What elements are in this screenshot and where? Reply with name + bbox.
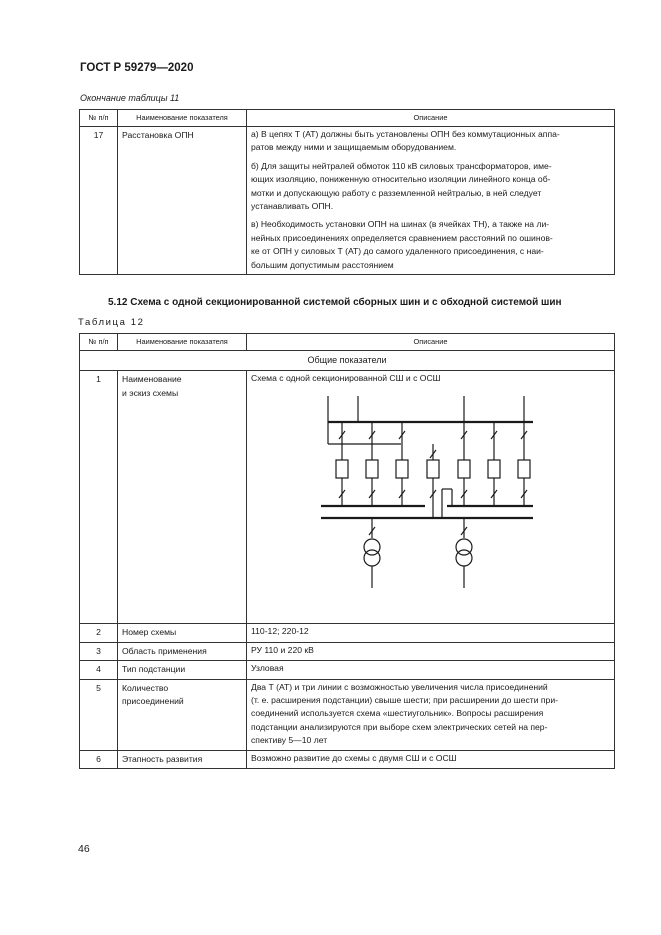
table-row — [80, 679, 615, 750]
row-num: 3 — [80, 642, 118, 660]
text-line: и эскиз схемы — [122, 387, 179, 398]
paragraph-c — [251, 218, 611, 272]
bay-7 — [518, 422, 530, 506]
row-description: 110-12; 220-12 — [247, 624, 615, 642]
column-header-name: Наименование показателя — [118, 110, 247, 127]
row-name: Область применения — [118, 642, 247, 660]
paragraph-a — [251, 128, 611, 155]
table11-header-row — [80, 110, 615, 127]
table-row — [80, 642, 615, 660]
row-name — [118, 371, 247, 624]
column-header-num: № п/п — [80, 110, 118, 127]
text-line: соединений используется схема «шестиугольник». Вопросы расширения — [251, 708, 544, 719]
bay-1 — [336, 422, 348, 506]
text-line: ке от ОПН у силовых Т (АТ) до самого удаленного присоединения, с наи- — [251, 246, 544, 257]
table-11 — [79, 109, 615, 275]
general-indicators-subheader: Общие показатели — [80, 351, 615, 371]
text-line: ратов между ними и защищаемым оборудованием. — [251, 142, 457, 153]
row-description — [247, 679, 615, 750]
bay-5 — [458, 422, 470, 506]
section-title: 5.12 Схема с одной секционированной системой сборных шин и с обходной системой шин — [108, 297, 562, 308]
text-line: Схема с одной секционированной СШ и с ОСШ — [251, 373, 441, 384]
text-line: мотки и допускающую работу с разземленной нейтралью, в ней следует — [251, 187, 542, 198]
row-num: 1 — [80, 371, 118, 624]
text-line: б) Для защиты нейтралей обмоток 110 кВ силовых трансформаторов, име- — [251, 160, 552, 171]
page-number: 46 — [78, 843, 90, 855]
text-line: а) В цепях Т (АТ) должны быть установлены ОПН без коммутационных аппа- — [251, 129, 560, 139]
bay-3 — [396, 422, 408, 506]
bay-4 — [427, 444, 439, 518]
row-name — [118, 679, 247, 750]
substation-scheme-diagram — [321, 394, 541, 590]
table12-header-row — [80, 334, 615, 351]
document-code: ГОСТ Р 59279—2020 — [80, 62, 194, 74]
table11-caption: Окончание таблицы 11 — [80, 93, 180, 103]
transformer-2 — [456, 518, 472, 588]
text-line: большим допустимым расстоянием — [251, 259, 394, 270]
table-12 — [79, 333, 615, 769]
row-num: 5 — [80, 679, 118, 750]
table-row — [80, 127, 615, 275]
table-row — [80, 750, 615, 768]
column-header-desc: Описание — [247, 334, 615, 351]
row-description — [247, 127, 615, 275]
row-name: Номер схемы — [118, 624, 247, 642]
row-description: Узловая — [247, 661, 615, 679]
column-header-name: Наименование показателя — [118, 334, 247, 351]
text-line: (т. е. расширения подстанции) свыше шести; при расширении до шести при- — [251, 695, 558, 706]
column-header-num: № п/п — [80, 334, 118, 351]
table12-caption: Таблица 12 — [78, 317, 145, 328]
text-line: в) Необходимость установки ОПН на шинах (в ячейках ТН), а также на ли- — [251, 219, 550, 230]
bay-6 — [488, 422, 500, 506]
text-line: Количество — [122, 682, 169, 693]
row-num: 4 — [80, 661, 118, 679]
text-line: устанавливать ОПН. — [251, 201, 334, 212]
text-line: ющих изоляцию, пониженную относительно изоляции линейного конца об- — [251, 174, 551, 185]
row-name: Этапность развития — [118, 750, 247, 768]
transformer-1 — [364, 518, 380, 588]
bay-2 — [366, 422, 378, 506]
row-description: РУ 110 и 220 кВ — [247, 642, 615, 660]
row-description — [247, 371, 615, 624]
text-line: Наименование — [122, 374, 182, 385]
row-name: Тип подстанции — [118, 661, 247, 679]
table12-subheader-row — [80, 351, 615, 371]
table-row — [80, 661, 615, 679]
text-line: присоединений — [122, 696, 184, 707]
table-row — [80, 371, 615, 624]
text-line: подстанции анализируются при выборе схем электрических сетей на пер- — [251, 721, 548, 732]
text-line: нейных присоединениях определяется сравнением расстояний по ошинов- — [251, 232, 553, 243]
text-line: спективу 5—10 лет — [251, 735, 328, 746]
row-num: 17 — [80, 127, 118, 275]
row-num: 6 — [80, 750, 118, 768]
text-line: Два Т (АТ) и три линии с возможностью увеличения числа присоединений — [251, 681, 548, 692]
row-num: 2 — [80, 624, 118, 642]
row-name: Расстановка ОПН — [118, 127, 247, 275]
column-header-desc: Описание — [247, 110, 615, 127]
paragraph-b — [251, 160, 611, 214]
table-row — [80, 624, 615, 642]
row-description: Возможно развитие до схемы с двумя СШ и с ОСШ — [247, 750, 615, 768]
